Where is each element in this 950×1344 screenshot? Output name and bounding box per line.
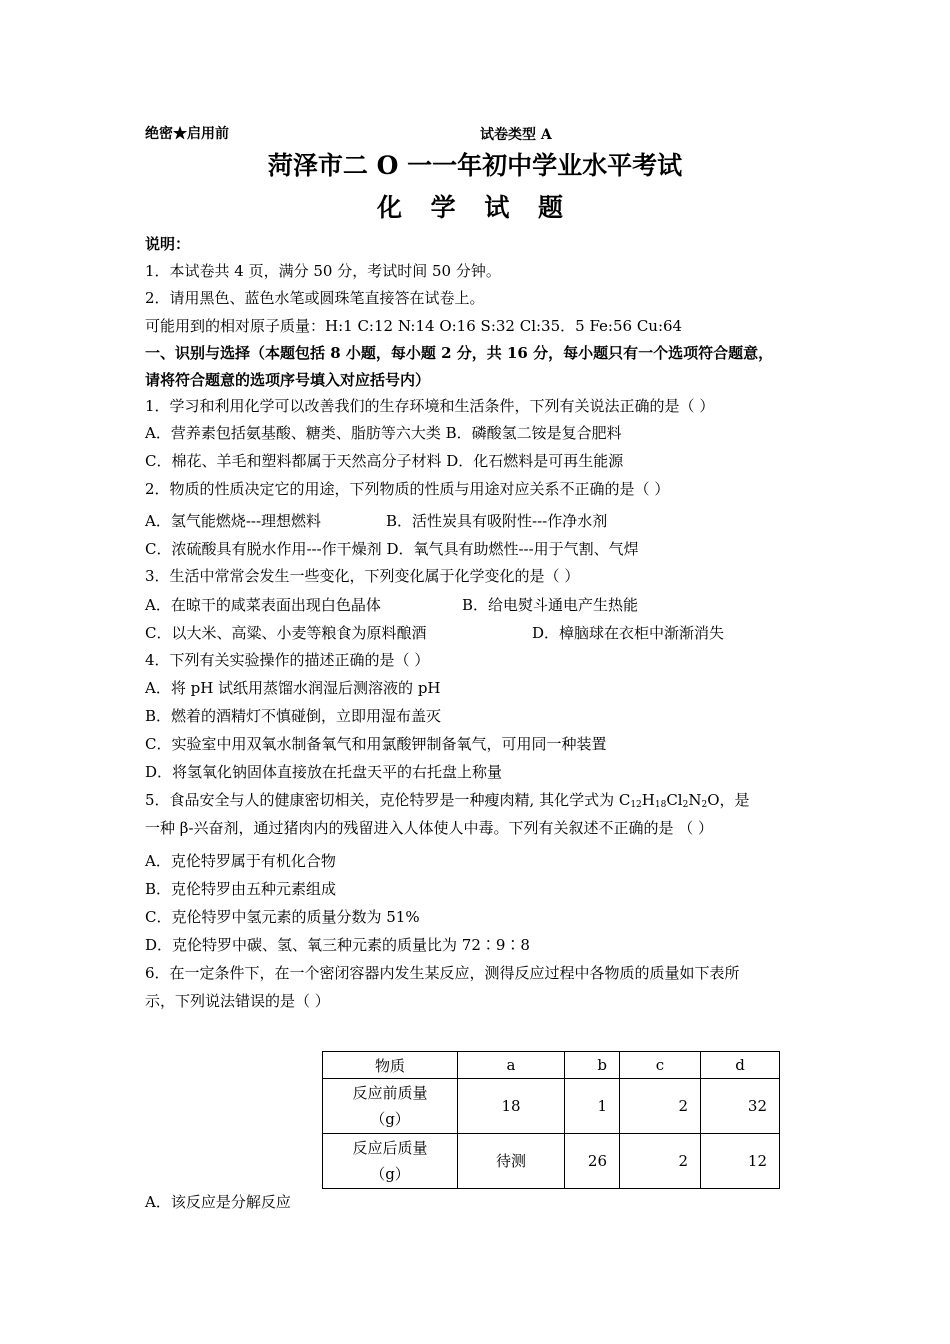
table-cell: 待测 bbox=[458, 1134, 565, 1189]
question-4-option-c: C．实验室中用双氧水制备氧气和用氯酸钾制备氧气，可用同一种装置 bbox=[145, 735, 607, 753]
table-header-cell: a bbox=[458, 1052, 565, 1079]
question-6-option-a: A．该反应是分解反应 bbox=[145, 1193, 291, 1211]
question-5-option-b: B．克伦特罗由五种元素组成 bbox=[145, 880, 337, 898]
question-6-stem: 6．在一定条件下，在一个密闭容器内发生某反应，测得反应过程中各物质的质量如下表所 bbox=[145, 964, 740, 982]
atomic-masses: 可能用到的相对原子质量：H:1 C:12 N:14 O:16 S:32 Cl:35．5 Fe:56 Cu:64 bbox=[145, 317, 683, 335]
confidential-mark: 绝密★启用前 bbox=[145, 126, 229, 142]
question-5-stem: 5．食品安全与人的健康密切相关，克伦特罗是一种瘦肉精, 其化学式为 $C_{12}H_{18}Cl_2N_2O$，是 bbox=[145, 791, 750, 810]
exam-title: 菏泽市二 O 一一年初中学业水平考试 bbox=[267, 151, 683, 180]
table-cell: 1 bbox=[565, 1079, 620, 1134]
question-3-stem: 3．生活中常常会发生一些变化，下列变化属于化学变化的是（ ） bbox=[145, 567, 580, 585]
table-header-cell: c bbox=[620, 1052, 701, 1079]
question-2-option-b: B．活性炭具有吸附性---作净水剂 bbox=[386, 512, 608, 530]
table-cell: 12 bbox=[701, 1134, 780, 1189]
question-2-options-cd: C．浓硫酸具有脱水作用---作干燥剂 D．氧气具有助燃性---用于气割、气焊 bbox=[145, 540, 639, 558]
question-3-option-c: C．以大米、高粱、小麦等粮食为原料酿酒 bbox=[145, 624, 427, 642]
subject-title: 化 学 试 题 bbox=[376, 193, 574, 222]
question-6-stem-cont: 示，下列说法错误的是（ ） bbox=[145, 992, 330, 1010]
question-1-stem: 1．学习和利用化学可以改善我们的生存环境和生活条件，下列有关说法正确的是（ ） bbox=[145, 397, 715, 415]
table-row bbox=[323, 1079, 780, 1134]
question-5-stem-cont: 一种 β-兴奋剂，通过猪肉内的残留进入人体使人中毒。下列有关叙述不正确的是 （ ） bbox=[145, 819, 714, 837]
table-header-cell: b bbox=[565, 1052, 620, 1079]
table-header-cell: 物质 bbox=[323, 1052, 458, 1079]
table-cell: 2 bbox=[620, 1079, 701, 1134]
table-header-row bbox=[323, 1052, 780, 1079]
note-item: 2．请用黑色、蓝色水笔或圆珠笔直接答在试卷上。 bbox=[145, 289, 485, 307]
question-1-options-cd: C．棉花、羊毛和塑料都属于天然高分子材料 D．化石燃料是可再生能源 bbox=[145, 452, 624, 470]
question-3-option-b: B．给电熨斗通电产生热能 bbox=[462, 596, 639, 614]
question-5-option-a: A．克伦特罗属于有机化合物 bbox=[145, 852, 336, 870]
question-3-option-a: A．在晾干的咸菜表面出现白色晶体 bbox=[145, 596, 381, 614]
question-4-option-d: D．将氢氧化钠固体直接放在托盘天平的右托盘上称量 bbox=[145, 763, 503, 781]
question-4-stem: 4．下列有关实验操作的描述正确的是（ ） bbox=[145, 651, 430, 669]
section-heading: 一、识别与选择（本题包括 8 小题，每小题 2 分，共 16 分，每小题只有一个选项符合题意， bbox=[145, 344, 774, 362]
table-cell: 26 bbox=[565, 1134, 620, 1189]
section-heading-cont: 请将符合题意的选项序号填入对应括号内） bbox=[145, 371, 431, 389]
question-1-options-ab: A．营养素包括氨基酸、糖类、脂肪等六大类 B．磷酸氢二铵是复合肥料 bbox=[145, 424, 622, 442]
paper-type: 试卷类型 A bbox=[480, 127, 552, 143]
table-cell: 2 bbox=[620, 1134, 701, 1189]
question-5-option-d: D．克伦特罗中碳、氢、氧三种元素的质量比为 72∶9∶8 bbox=[145, 936, 530, 954]
question-5-option-c: C．克伦特罗中氢元素的质量分数为 51% bbox=[145, 908, 420, 926]
question-4-option-a: A．将 pH 试纸用蒸馏水润湿后测溶液的 pH bbox=[145, 679, 441, 697]
table-row bbox=[323, 1134, 780, 1189]
question-2-option-a: A．氢气能燃烧---理想燃料 bbox=[145, 512, 322, 530]
mass-table bbox=[322, 1051, 780, 1189]
table-header-cell: d bbox=[701, 1052, 780, 1079]
table-cell: 18 bbox=[458, 1079, 565, 1134]
table-row-label: 反应前质量 （g） bbox=[323, 1079, 458, 1134]
note-item: 1．本试卷共 4 页，满分 50 分，考试时间 50 分钟。 bbox=[145, 262, 501, 280]
question-2-stem: 2．物质的性质决定它的用途，下列物质的性质与用途对应关系不正确的是（ ） bbox=[145, 480, 670, 498]
question-3-option-d: D．樟脑球在衣柜中渐渐消失 bbox=[532, 624, 725, 642]
table-cell: 32 bbox=[701, 1079, 780, 1134]
question-4-option-b: B．燃着的酒精灯不慎碰倒，立即用湿布盖灭 bbox=[145, 707, 442, 725]
notes-label: 说明： bbox=[145, 235, 191, 253]
table-row-label: 反应后质量 （g） bbox=[323, 1134, 458, 1189]
